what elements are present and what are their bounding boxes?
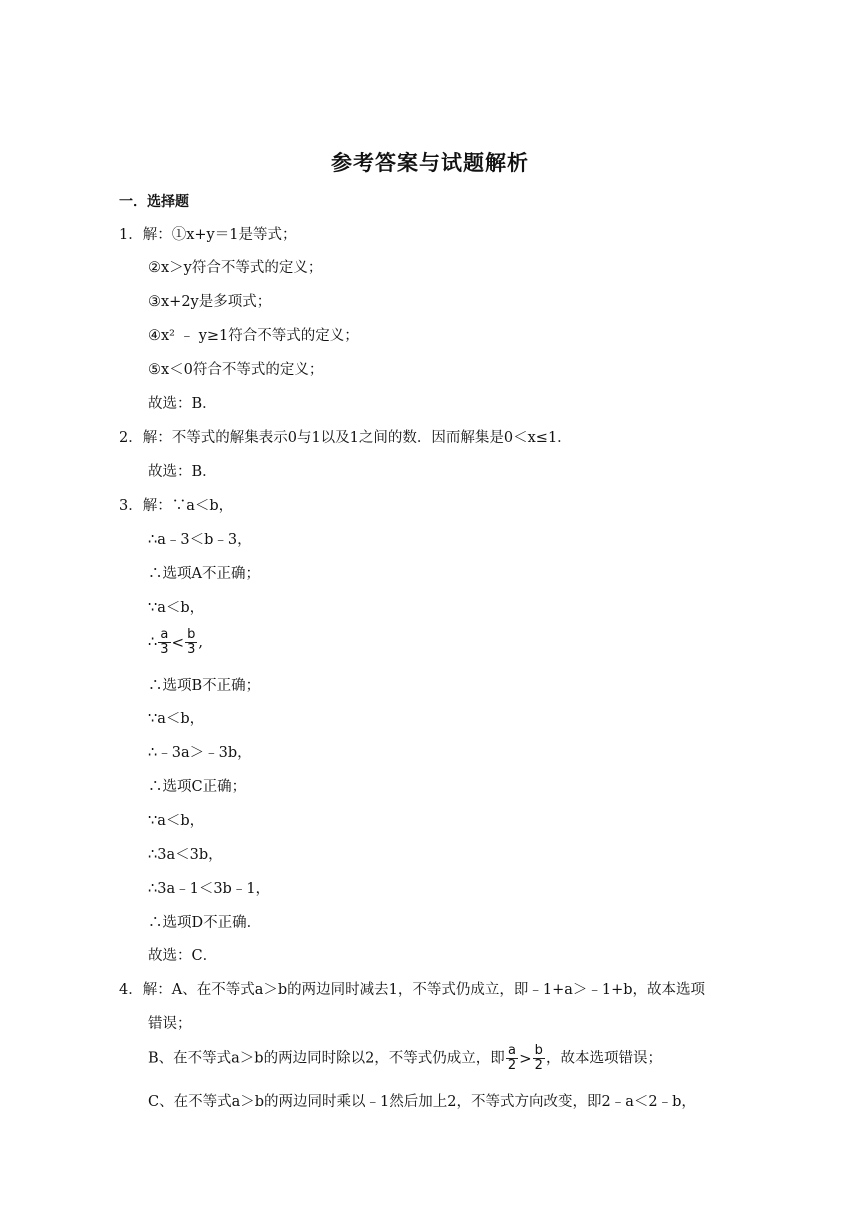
fraction: [533, 1044, 545, 1073]
relation-sign: <: [171, 633, 185, 652]
answer-line: C、在不等式a＞b的两边同时乘以﹣1然后加上2，不等式方向改变，即2﹣a＜2﹣b，: [148, 1094, 696, 1110]
relation-sign: >: [519, 1049, 532, 1068]
answer-line: 故选：C．: [148, 948, 218, 964]
answer-line: 1．解：①x+y＝1是等式；: [119, 227, 297, 243]
fraction-denominator: 3: [187, 642, 196, 657]
fraction: [506, 1044, 518, 1073]
answer-line: ∴3a﹣1＜3b﹣1，: [148, 881, 271, 897]
answer-line: ∴选项B不正确；: [148, 678, 261, 694]
fraction-numerator: b: [533, 1044, 545, 1059]
answer-line: B、在不等式a＞b的两边同时除以2，不等式仍成立，即: [148, 1050, 505, 1067]
fraction-denominator: 3: [160, 642, 169, 657]
page-title: 参考答案与试题解析: [331, 150, 529, 175]
answer-line: ∵a＜b，: [148, 711, 205, 727]
fraction-denominator: 2: [534, 1058, 543, 1073]
answer-line: ⑤x＜0符合不等式的定义；: [148, 362, 324, 378]
answer-line: 故选：B．: [148, 464, 217, 480]
punctuation: ,: [198, 634, 203, 651]
punctuation: ，故本选项错误；: [545, 1050, 662, 1067]
answer-line: ∴: [148, 634, 158, 651]
answer-line: ④x² ﹣ y≥1符合不等式的定义；: [148, 328, 359, 344]
answer-line: ∴﹣3a＞﹣3b，: [148, 745, 252, 761]
answer-line: ∴a﹣3＜b﹣3，: [148, 532, 252, 548]
fraction: [185, 628, 197, 657]
answer-line: ②x＞y符合不等式的定义；: [148, 260, 323, 276]
answer-line: ③x+2y是多项式；: [148, 294, 272, 310]
fraction-line: [148, 1044, 662, 1073]
answer-line: ∵a＜b，: [148, 600, 205, 616]
section-heading: 一．选择题: [119, 194, 189, 210]
answer-line: 4．解：A、在不等式a＞b的两边同时减去1，不等式仍成立，即﹣1+a＞﹣1+b，故本选项: [119, 982, 706, 998]
fraction-numerator: a: [506, 1044, 518, 1059]
answer-line: ∴选项C正确；: [148, 779, 247, 795]
fraction-denominator: 2: [507, 1058, 517, 1073]
fraction: [158, 628, 170, 657]
answer-line: 错误；: [148, 1016, 192, 1032]
answer-line: ∴3a＜3b，: [148, 847, 223, 863]
answer-line: ∵a＜b，: [148, 813, 205, 829]
answer-line: 故选：B．: [148, 396, 217, 412]
answer-line: ∴选项A不正确；: [148, 566, 260, 582]
answer-line: 3．解：∵a＜b，: [119, 498, 234, 514]
answer-line: 2．解：不等式的解集表示0与1以及1之间的数．因而解集是0＜x≤1．: [119, 430, 572, 446]
fraction-line: [148, 628, 203, 657]
fraction-numerator: a: [158, 628, 170, 643]
answer-line: ∴选项D不正确．: [148, 915, 262, 931]
fraction-numerator: b: [185, 628, 197, 643]
